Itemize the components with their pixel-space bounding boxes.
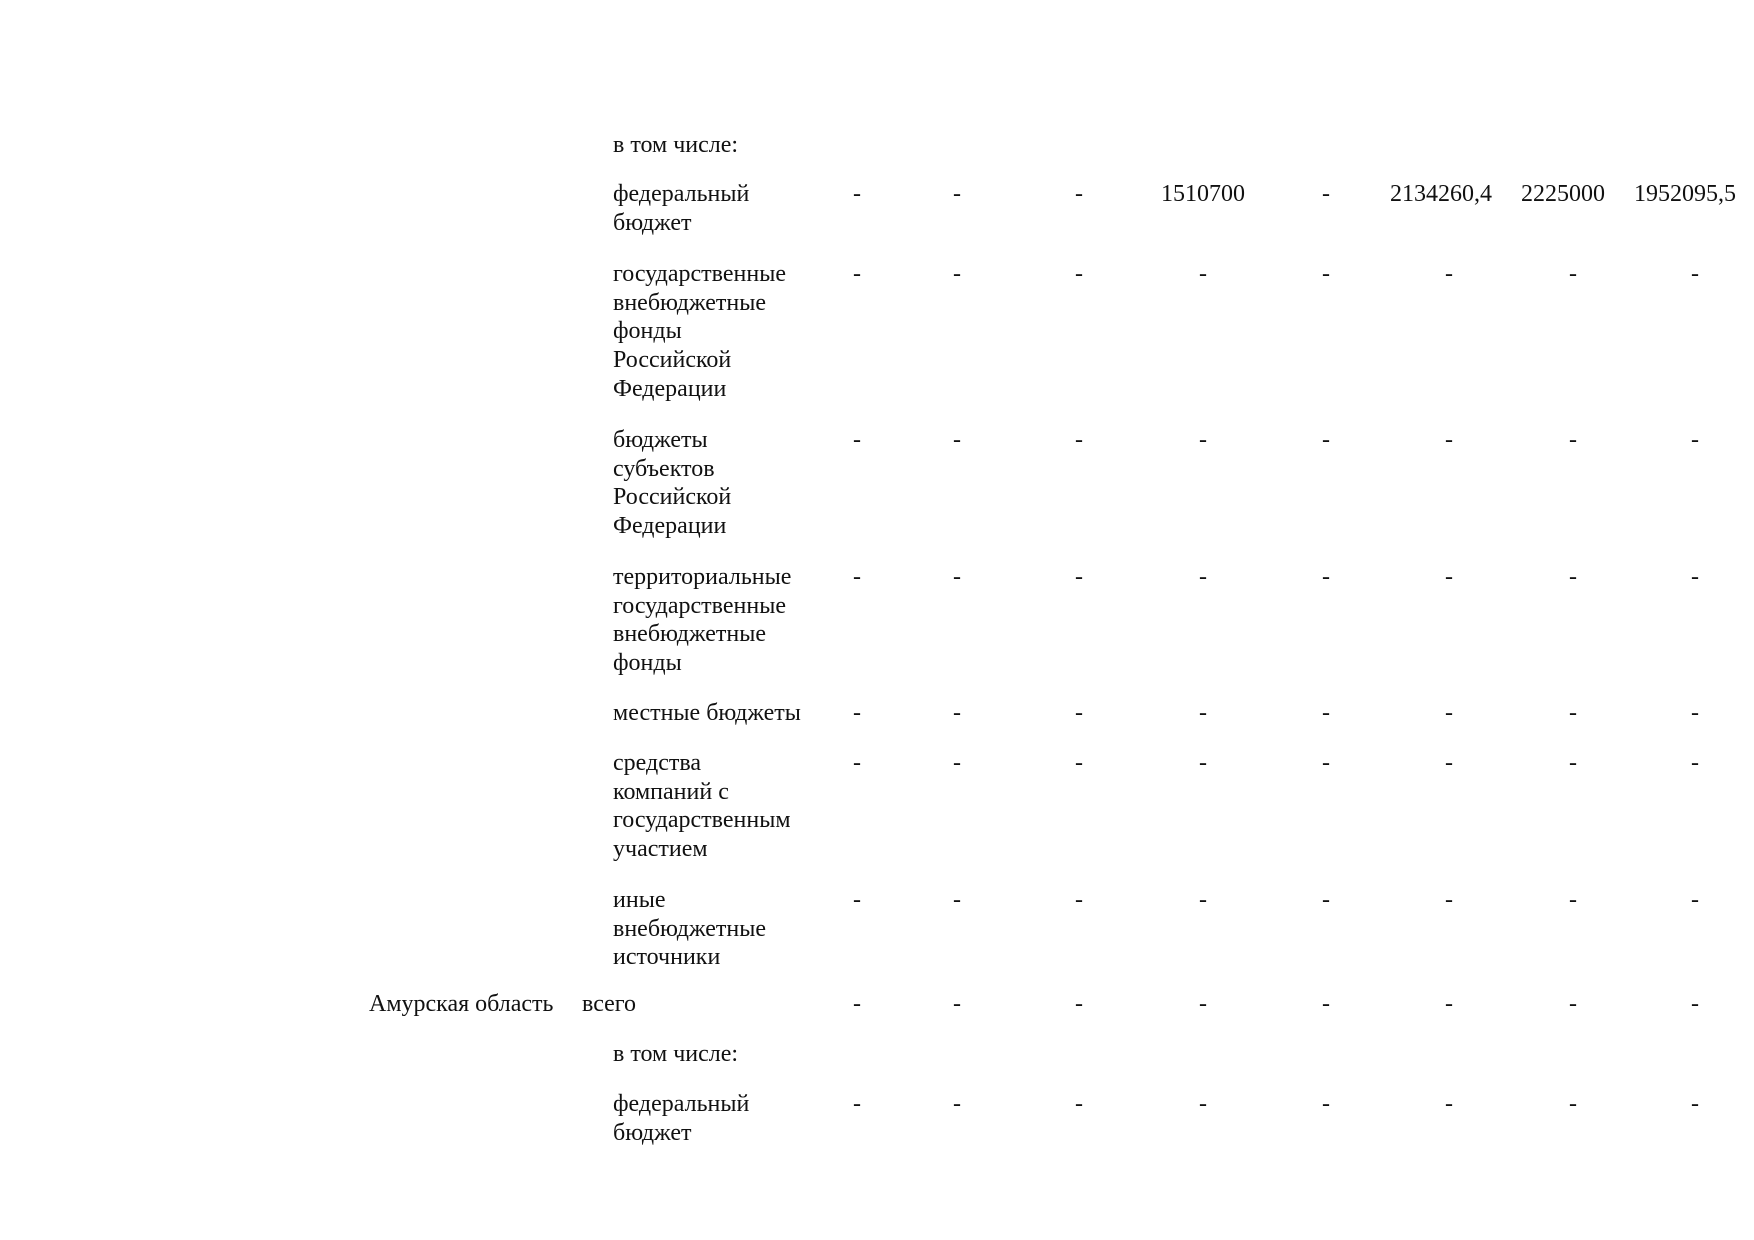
cell: - — [853, 750, 861, 776]
label-line: бюджет — [613, 1119, 692, 1146]
label-line: субъектов — [613, 455, 715, 482]
label-line: фонды — [613, 318, 682, 345]
cell: - — [1445, 991, 1453, 1017]
cell: - — [953, 887, 961, 913]
cell: - — [1075, 261, 1083, 287]
cell: - — [1075, 564, 1083, 590]
label-line: государственные — [613, 592, 786, 619]
cell: - — [1569, 887, 1577, 913]
label-line: компаний с — [613, 778, 729, 805]
cell: - — [1199, 991, 1207, 1017]
cell: - — [1322, 181, 1330, 207]
cell: - — [853, 427, 861, 453]
label-line: территориальные — [613, 564, 792, 590]
cell: - — [1691, 1091, 1699, 1117]
cell: - — [853, 181, 861, 207]
label-line: участием — [613, 836, 708, 863]
label-line: фонды — [613, 650, 682, 677]
label-line: в том числе: — [613, 1041, 739, 1067]
cell: 1952095,5 — [1634, 181, 1736, 207]
cell: - — [953, 427, 961, 453]
row-label-territorial-funds — [613, 563, 791, 678]
cell: - — [1075, 181, 1083, 207]
cell: - — [1075, 700, 1083, 726]
cell: - — [1445, 1091, 1453, 1117]
label-line: иные — [613, 887, 666, 913]
cell: - — [1075, 887, 1083, 913]
cell: - — [853, 887, 861, 913]
region-name: Амурская область — [369, 991, 554, 1017]
label-line: Федерации — [613, 513, 727, 540]
row-label-state-extrabudgetary-funds — [613, 260, 786, 404]
label-line: средства — [613, 750, 702, 776]
cell: - — [1691, 991, 1699, 1017]
cell: 2134260,4 — [1390, 181, 1492, 207]
row-label-federal-budget — [613, 1090, 749, 1147]
cell: - — [1075, 991, 1083, 1017]
label-line: федеральный — [613, 181, 750, 207]
cell: - — [853, 564, 861, 590]
cell: - — [953, 991, 961, 1017]
cell: - — [1569, 750, 1577, 776]
cell: - — [1199, 564, 1207, 590]
label-line: федеральный — [613, 1091, 750, 1117]
cell: - — [1322, 1091, 1330, 1117]
label-line: бюджеты — [613, 427, 708, 453]
label-line: Федерации — [613, 375, 727, 402]
cell: - — [1445, 887, 1453, 913]
cell: 2225000 — [1521, 181, 1605, 207]
region-total-label: всего — [582, 991, 637, 1017]
row-label-other-sources — [613, 886, 766, 972]
cell: - — [1322, 991, 1330, 1017]
cell: - — [1322, 700, 1330, 726]
cell: - — [1691, 700, 1699, 726]
cell: - — [1691, 750, 1699, 776]
cell: - — [1322, 427, 1330, 453]
cell: - — [1691, 887, 1699, 913]
cell: 1510700 — [1161, 181, 1245, 207]
label-line: внебюджетные — [613, 621, 766, 648]
cell: - — [1569, 261, 1577, 287]
cell: - — [953, 700, 961, 726]
cell: - — [1445, 261, 1453, 287]
cell: - — [953, 261, 961, 287]
cell: - — [1445, 427, 1453, 453]
cell: - — [953, 1091, 961, 1117]
row-label-subject-budgets — [613, 426, 731, 541]
cell: - — [1322, 887, 1330, 913]
cell: - — [1322, 564, 1330, 590]
cell: - — [1199, 700, 1207, 726]
row-label-including — [613, 1040, 738, 1069]
label-line: внебюджетные — [613, 289, 766, 316]
cell: - — [1569, 1091, 1577, 1117]
cell: - — [1075, 1091, 1083, 1117]
cell: - — [1199, 261, 1207, 287]
cell: - — [1075, 750, 1083, 776]
label-line: местные бюджеты — [613, 700, 801, 726]
cell: - — [1445, 564, 1453, 590]
row-label-federal-budget — [613, 180, 749, 237]
label-line: государственные — [613, 261, 786, 287]
label-line: источники — [613, 944, 721, 971]
label-line: внебюджетные — [613, 915, 766, 942]
cell: - — [1569, 700, 1577, 726]
label-line: в том числе: — [613, 132, 739, 158]
cell: - — [1445, 750, 1453, 776]
cell: - — [1075, 427, 1083, 453]
label-line: Российской — [613, 484, 732, 511]
label-line: государственным — [613, 807, 791, 834]
label-line: бюджет — [613, 209, 692, 236]
cell: - — [1569, 991, 1577, 1017]
row-label-including — [613, 131, 738, 160]
cell: - — [1569, 564, 1577, 590]
row-label-local-budgets — [613, 699, 801, 728]
cell: - — [953, 564, 961, 590]
cell: - — [853, 700, 861, 726]
cell: - — [853, 991, 861, 1017]
cell: - — [853, 261, 861, 287]
cell: - — [1691, 261, 1699, 287]
cell: - — [1322, 261, 1330, 287]
cell: - — [1199, 1091, 1207, 1117]
row-label-state-companies — [613, 749, 791, 864]
cell: - — [853, 1091, 861, 1117]
cell: - — [1691, 427, 1699, 453]
cell: - — [1199, 750, 1207, 776]
cell: - — [1445, 700, 1453, 726]
cell: - — [953, 750, 961, 776]
cell: - — [1569, 427, 1577, 453]
cell: - — [1322, 750, 1330, 776]
label-line: Российской — [613, 347, 732, 374]
cell: - — [1691, 564, 1699, 590]
cell: - — [1199, 887, 1207, 913]
cell: - — [953, 181, 961, 207]
cell: - — [1199, 427, 1207, 453]
